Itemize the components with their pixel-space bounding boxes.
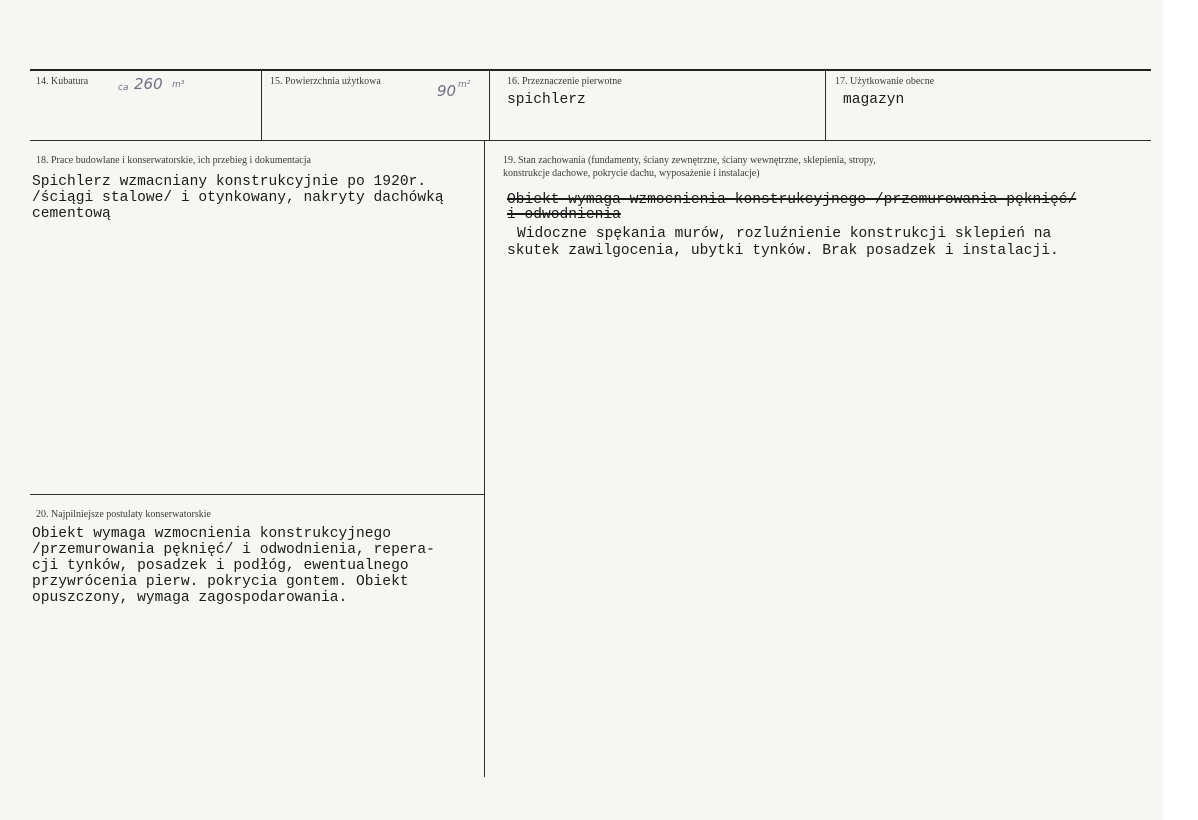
field-20-line: Obiekt wymaga wzmocnienia konstrukcyjnego: [32, 526, 392, 542]
field-19-line: Widoczne spękania murów, rozluźnienie konstrukcji sklepień na: [517, 226, 1052, 242]
top-rule: [30, 69, 1151, 71]
field-14-handwritten-unit: m³: [172, 80, 185, 90]
divider-16-17: [825, 70, 826, 140]
field-20-line: /przemurowania pęknięć/ i odwodnienia, repera-: [32, 542, 435, 558]
divider-14-15: [261, 70, 262, 140]
divider-15-16: [489, 70, 490, 140]
field-20-line: przywrócenia pierw. pokrycia gontem. Obiekt: [32, 574, 409, 590]
section-18-bottom-rule: [30, 494, 484, 495]
field-16-value: spichlerz: [507, 92, 586, 108]
field-18-label: 18. Prace budowlane i konserwatorskie, ich przebieg i dokumentacja: [36, 155, 311, 166]
field-19-struck-line: i odwodnienia: [507, 207, 621, 223]
field-19-label: konstrukcje dachowe, pokrycie dachu, wyposażenie i instalacje): [503, 168, 760, 179]
row1-bottom-rule: [30, 140, 1151, 141]
field-14-handwritten-prefix: ca: [118, 83, 129, 93]
scan-margin: [1163, 0, 1198, 820]
field-20-label: 20. Najpilniejsze postulaty konserwatorskie: [36, 509, 211, 520]
field-19-label: 19. Stan zachowania (fundamenty, ściany zewnętrzne, ściany wewnętrzne, sklepienia, stropy,: [503, 155, 876, 166]
field-14-handwritten-value: 260: [134, 75, 163, 93]
field-15-handwritten-unit: m²: [458, 80, 471, 90]
field-20-line: opuszczony, wymaga zagospodarowania.: [32, 590, 348, 606]
field-20-line: cji tynków, posadzek i podłóg, ewentualnego: [32, 558, 409, 574]
field-18-line: /ściągi stalowe/ i otynkowany, nakryty dachówką: [32, 190, 444, 206]
divider-lower-columns: [484, 141, 485, 777]
field-14-label: 14. Kubatura: [36, 76, 89, 87]
field-16-label: 16. Przeznaczenie pierwotne: [507, 76, 622, 87]
field-18-line: Spichlerz wzmacniany konstrukcyjnie po 1920r.: [32, 174, 427, 190]
field-19-struck-line: Obiekt wymaga wzmocnienia konstrukcyjnego /przemurowania pęknięć/: [507, 192, 1077, 208]
field-15-handwritten-value: 90: [437, 82, 457, 100]
field-15-label: 15. Powierzchnia użytkowa: [270, 76, 381, 87]
field-17-value: magazyn: [843, 92, 905, 108]
field-19-line: skutek zawilgocenia, ubytki tynków. Brak posadzek i instalacji.: [507, 243, 1059, 259]
field-18-line: cementową: [32, 206, 111, 222]
field-17-label: 17. Użytkowanie obecne: [835, 76, 935, 87]
